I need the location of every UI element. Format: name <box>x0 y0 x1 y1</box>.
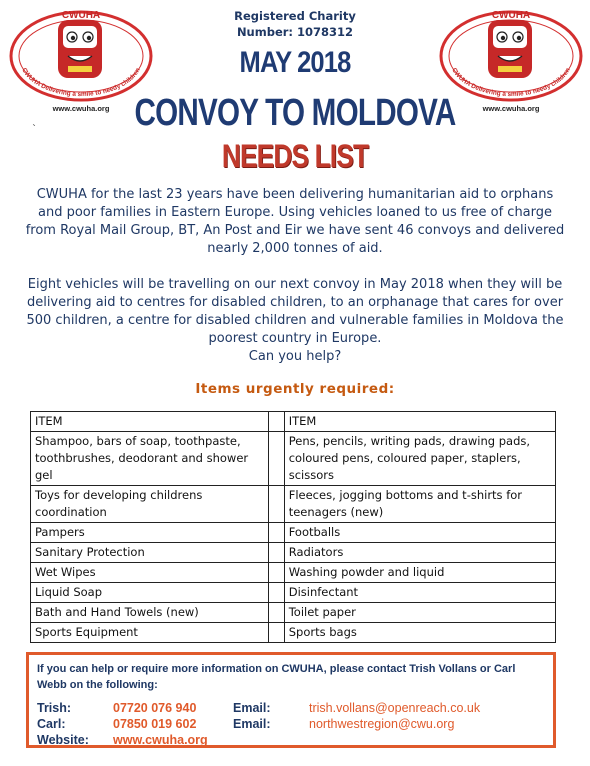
table-row <box>31 486 556 523</box>
item-right: Footballs <box>284 523 555 543</box>
trish-email[interactable]: trish.vollans@openreach.co.uk <box>309 701 481 715</box>
column-gap <box>269 543 284 563</box>
needs-table <box>30 411 556 643</box>
item-left: Liquid Soap <box>31 583 269 603</box>
column-gap <box>269 623 284 643</box>
table-row <box>31 432 556 486</box>
svg-text:CWUHA: CWUHA <box>61 10 101 21</box>
intro-paragraph-2 <box>24 276 566 366</box>
item-left: Bath and Hand Towels (new) <box>31 603 269 623</box>
table-row <box>31 523 556 543</box>
stray-mark: ` <box>32 124 37 135</box>
trish-label: Trish: <box>37 701 72 715</box>
item-right: Washing powder and liquid <box>284 563 555 583</box>
column-gap <box>269 583 284 603</box>
item-right: Radiators <box>284 543 555 563</box>
website-label: Website: <box>37 733 89 747</box>
intro-paragraph-1: CWUHA for the last 23 years have been delivering humanitarian aid to orphans and poor families in Eastern Europe. Using vehicles loaned to us free of charge from Royal Mail Group, BT, An Post and Eir we have sent 46 convoys and delivered nearly 2,000 tonnes of aid. <box>25 187 565 256</box>
item-left: Toys for developing childrens coordination <box>31 486 269 523</box>
item-right: Fleeces, jogging bottoms and t-shirts for teenagers (new) <box>284 486 555 523</box>
logo-url: www.cwuha.org <box>482 104 540 113</box>
item-right: Sports bags <box>284 623 555 643</box>
items-heading: Items urgently required: <box>195 381 395 397</box>
column-gap <box>269 603 284 623</box>
title-date: MAY 2018 <box>239 46 351 79</box>
column-gap <box>269 563 284 583</box>
charity-line1: Registered Charity <box>234 9 356 23</box>
title-needs-list: NEEDS LIST <box>221 138 369 174</box>
intro-question: Can you help? <box>248 349 342 364</box>
trish-phone[interactable]: 07720 076 940 <box>113 701 197 715</box>
registered-charity <box>180 8 410 40</box>
title-main: CONVOY TO MOLDOVA <box>134 92 456 134</box>
table-row <box>31 603 556 623</box>
intro-paragraph-2-text: Eight vehicles will be travelling on our next convoy in May 2018 when they will be delivering aid to centres for disabled children, to an orphanage that cares for over 500 children, a centre for disabled children and vulnerable families in Moldova the poorest country in Europe. <box>26 277 564 346</box>
svg-text:CWUHA Delivering a smile to ne: CWUHA Delivering a smile to needy children <box>450 66 572 99</box>
carl-phone[interactable]: 07850 019 602 <box>113 717 197 731</box>
item-left: Pampers <box>31 523 269 543</box>
table-row <box>31 543 556 563</box>
item-left: Sports Equipment <box>31 623 269 643</box>
column-gap <box>269 412 284 432</box>
column-header-left: ITEM <box>31 412 269 432</box>
column-gap <box>269 486 284 523</box>
trish-email-label: Email: <box>233 701 271 715</box>
carl-email-label: Email: <box>233 717 271 731</box>
item-left: Shampoo, bars of soap, toothpaste, toothbrushes, deodorant and shower gel <box>31 432 269 486</box>
table-row <box>31 623 556 643</box>
item-right: Pens, pencils, writing pads, drawing pads, coloured pens, coloured paper, staplers, scissors <box>284 432 555 486</box>
carl-email[interactable]: northwestregion@cwu.org <box>309 717 455 731</box>
svg-text:CWUHA: CWUHA <box>491 10 531 21</box>
carl-label: Carl: <box>37 717 66 731</box>
website-link[interactable]: www.cwuha.org <box>113 733 208 747</box>
column-gap <box>269 432 284 486</box>
svg-text:CWUHA Delivering a smile to ne: CWUHA Delivering a smile to needy children <box>20 66 142 99</box>
column-gap <box>269 523 284 543</box>
item-left: Sanitary Protection <box>31 543 269 563</box>
item-right: Disinfectant <box>284 583 555 603</box>
charity-number: Number: 1078312 <box>236 25 354 39</box>
contact-box <box>26 652 556 748</box>
contact-intro: If you can help or require more information on CWUHA, please contact Trish Vollans or Carl Webb on the following: <box>37 663 516 691</box>
logo-url: www.cwuha.org <box>52 104 110 113</box>
table-header-row <box>31 412 556 432</box>
table-row <box>31 583 556 603</box>
table-row <box>31 563 556 583</box>
item-left: Wet Wipes <box>31 563 269 583</box>
column-header-right: ITEM <box>284 412 555 432</box>
item-right: Toilet paper <box>284 603 555 623</box>
